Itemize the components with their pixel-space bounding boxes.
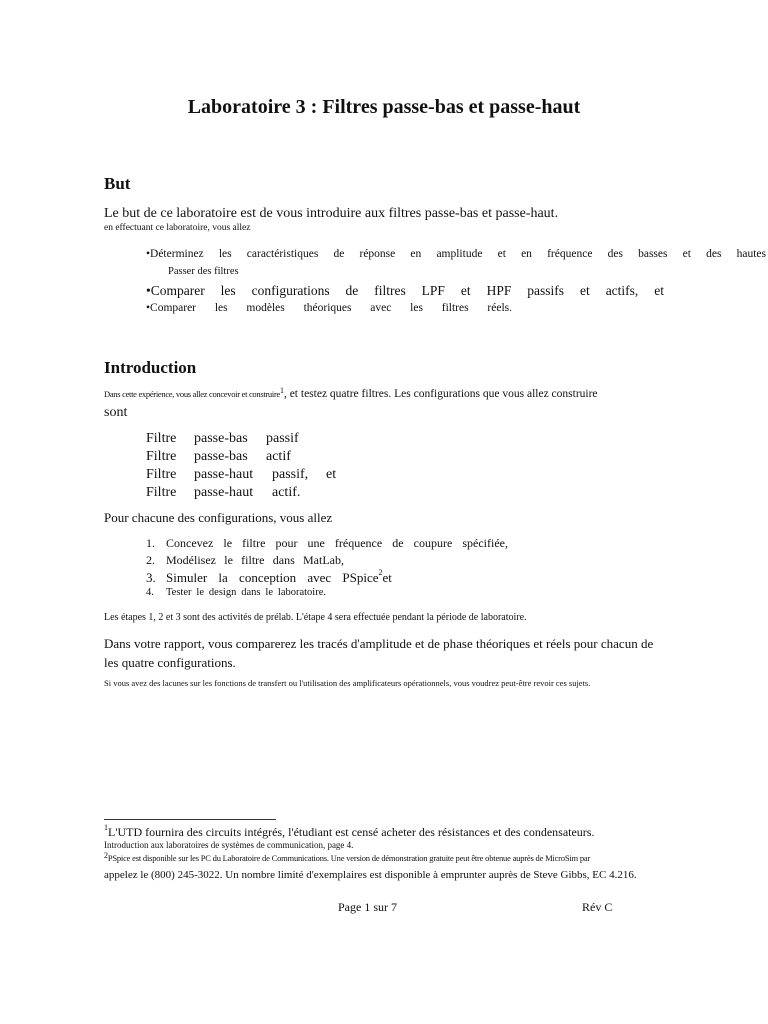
intro-line-end: , et testez quatre filtres. Les configurations que vous allez construire [283,388,598,400]
revision-label: Rév C [582,900,613,914]
bullet-item: •Comparer les modèles théoriques avec les filtres réels. [146,302,512,314]
footnote-1-sub: Introduction aux laboratoires de systèmes de communication, page 4. [104,840,354,850]
footnote-divider [104,819,276,820]
intro-line-start: Dans cette expérience, vous allez concevoir et construire [104,389,280,399]
step-number: 1. [146,536,155,550]
step-item: Modélisez le filtre dans MatLab, [166,553,344,567]
footnote-ref-1: 1 [279,386,284,395]
step-item: Simuler la conception avec PSpice$^2$et [166,568,392,585]
but-intro: Le but de ce laboratoire est de vous introduire aux filtres passe-bas et passe-haut. [104,206,559,221]
step-item: Concevez le filtre pour une fréquence de coupure spécifiée, [166,536,508,550]
footnote-ref-2: 2 [378,568,383,577]
paragraph: les quatre configurations. [104,655,236,670]
paragraph: Les étapes 1, 2 et 3 sont des activités de prélab. L'étape 4 sera effectuée pendant la période de laboratoire. [104,612,527,623]
but-lead: en effectuant ce laboratoire, vous allez [104,223,251,233]
paragraph: Si vous avez des lacunes sur les fonctions de transfert ou l'utilisation des amplificateurs opérationnels, vous voudrez peut-être revoir ces sujets. [104,678,591,688]
step-number: 4. [146,587,154,598]
page-title: Laboratoire 3 : Filtres passe-bas et passe-haut [187,96,581,118]
section-heading-but: But [104,174,131,193]
footnote-2-cont: appelez le (800) 245-3022. Un nombre limité d'exemplaires est disponible à emprunter auprès de Steve Gibbs, EC 4.216. [104,869,637,881]
page-number: Page 1 sur 7 [338,900,397,914]
bullet-item: •Déterminez les caractéristiques de réponse en amplitude et en fréquence des basses et des hautes [146,248,766,260]
footnote-marker: 2 [104,851,108,860]
section-heading-introduction: Introduction [104,358,197,377]
intro-line [104,388,598,400]
step-number: 3. [146,570,156,585]
footnote-1: $^1$L'UTD fournira des circuits intégrés, l'étudiant est censé acheter des résistances et des condensateurs. [104,823,595,839]
footnote-2: $^2$PSpice est disponible sur les PC du Laboratoire de Communications. Une version de démonstration gratuite peut être obtenue auprès de MicroSim par [104,851,591,863]
step-item: Tester le design dans le laboratoire. [166,587,326,598]
bullet-item: •Comparer les configurations de filtres LPF et HPF passifs et actifs, et [146,283,664,298]
intro-line-2: sont [104,405,128,420]
bullet-item-continuation: Passer des filtres [168,266,239,277]
footnote-marker: 1 [104,823,108,832]
steps-lead: Pour chacune des configurations, vous allez [104,510,333,525]
paragraph: Dans votre rapport, vous comparerez les tracés d'amplitude et de phase théoriques et réels pour chacun de [104,636,654,651]
step-number: 2. [146,553,155,567]
